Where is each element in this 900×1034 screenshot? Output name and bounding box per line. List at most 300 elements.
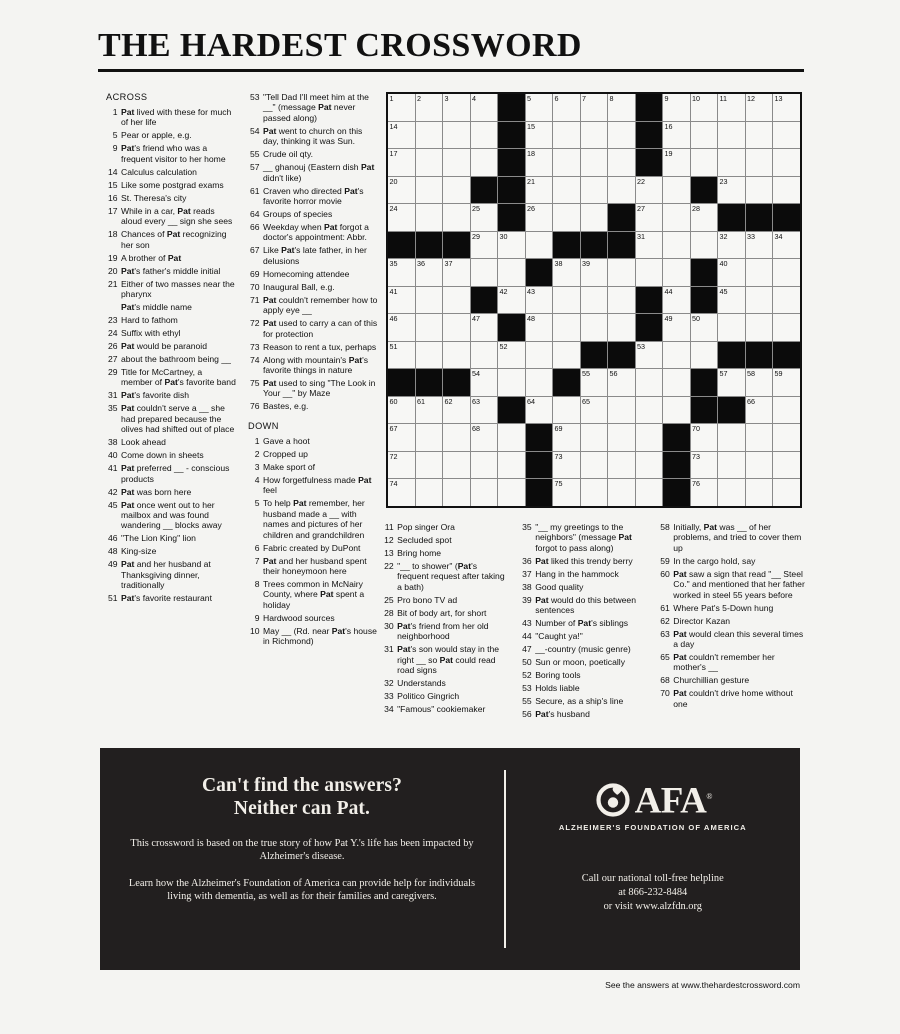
grid-cell[interactable] [636, 232, 663, 259]
ad-contact-panel [506, 748, 800, 970]
grid-cell[interactable] [471, 259, 498, 286]
clue-number: 5 [112, 130, 118, 141]
grid-cell[interactable] [388, 452, 415, 479]
grid-cell-number: 50 [692, 314, 700, 323]
grid-cell[interactable] [636, 369, 663, 396]
grid-cell[interactable] [388, 314, 415, 341]
grid-cell[interactable] [773, 232, 800, 259]
grid-cell[interactable] [581, 204, 608, 231]
grid-cell[interactable] [553, 424, 580, 451]
grid-block-cell [636, 149, 663, 176]
down-column-4 [520, 522, 648, 722]
grid-cell[interactable] [416, 397, 443, 424]
grid-cell[interactable] [636, 479, 663, 506]
clue-text: __-country (music genre) [535, 644, 631, 655]
clue-number: 7 [254, 555, 260, 566]
grid-cell[interactable] [416, 342, 443, 369]
grid-cell[interactable] [471, 204, 498, 231]
grid-cell[interactable] [416, 452, 443, 479]
clue-number: 37 [522, 568, 532, 579]
grid-cell[interactable] [416, 204, 443, 231]
grid-cell[interactable] [471, 314, 498, 341]
clue-text: Pat was born here [121, 486, 192, 497]
grid-cell[interactable] [608, 122, 635, 149]
grid-block-cell [581, 232, 608, 259]
ad-paragraph-1: This crossword is based on the true story of how Pat Y.'s life has been impacted by Alzheimer's disease. [130, 838, 474, 863]
grid-cell[interactable] [553, 149, 580, 176]
grid-cell[interactable] [443, 122, 470, 149]
clue-number: 70 [660, 688, 670, 699]
grid-cell[interactable] [718, 232, 745, 259]
grid-cell[interactable] [663, 177, 690, 204]
grid-cell[interactable] [388, 287, 415, 314]
grid-cell[interactable] [443, 177, 470, 204]
clue-text: Crude oil qty. [263, 149, 313, 160]
clue-number: 61 [660, 602, 670, 613]
grid-cell-number: 60 [389, 396, 398, 406]
clue-text: Pat couldn't remember her mother's __ [673, 652, 775, 673]
grid-cell[interactable] [416, 479, 443, 506]
clue-item [520, 709, 648, 719]
grid-cell[interactable] [581, 424, 608, 451]
grid-cell[interactable] [691, 122, 718, 149]
clue-text: Cropped up [263, 448, 308, 459]
clue-text: Pat once went out to her mailbox and was found wandering __ blocks away [121, 499, 222, 531]
clue-number: 12 [384, 535, 394, 545]
grid-cell[interactable] [608, 314, 635, 341]
clue-number: 38 [107, 437, 118, 448]
grid-cell[interactable] [691, 94, 718, 121]
grid-cell[interactable] [663, 314, 690, 341]
grid-cell[interactable] [388, 204, 415, 231]
grid-cell[interactable] [581, 452, 608, 479]
grid-cell[interactable] [718, 287, 745, 314]
grid-cell[interactable] [581, 122, 608, 149]
clue-number: 35 [522, 522, 532, 532]
clue-text: "Tell Dad I'll meet him at the __" (message Pat never passed along) [263, 92, 369, 123]
masthead [98, 28, 804, 72]
grid-cell[interactable] [773, 259, 800, 286]
grid-cell-number: 22 [637, 176, 645, 186]
grid-cell[interactable] [773, 177, 800, 204]
grid-cell[interactable] [416, 122, 443, 149]
grid-cell[interactable] [581, 479, 608, 506]
clue-item [248, 126, 378, 147]
grid-cell[interactable] [471, 369, 498, 396]
clue-text: May __ (Rd. near Pat's house in Richmond) [263, 625, 377, 647]
grid-cell[interactable] [773, 94, 800, 121]
grid-cell[interactable] [388, 94, 415, 121]
grid-cell-number: 23 [719, 176, 728, 186]
grid-cell[interactable] [443, 149, 470, 176]
clue-number: 31 [384, 644, 394, 655]
grid-cell[interactable] [443, 479, 470, 506]
clue-number: 27 [107, 354, 118, 365]
grid-cell[interactable] [471, 424, 498, 451]
grid-cell[interactable] [471, 149, 498, 176]
clue-item [520, 569, 648, 579]
down-column-5 [658, 522, 806, 722]
grid-cell[interactable] [718, 259, 745, 286]
clue-item [106, 487, 236, 497]
grid-cell[interactable] [498, 287, 525, 314]
clue-number: 6 [254, 542, 260, 553]
clue-text: Initially, Pat was __ of her problems, and tried to cover them up [673, 522, 802, 553]
grid-cell[interactable] [498, 369, 525, 396]
grid-cell[interactable] [498, 259, 525, 286]
grid-cell[interactable] [746, 122, 773, 149]
grid-cell-number: 67 [389, 424, 398, 433]
clue-number: 73 [249, 341, 260, 352]
grid-cell[interactable] [416, 314, 443, 341]
grid-cell[interactable] [636, 397, 663, 424]
grid-cell-number: 49 [664, 314, 673, 323]
clue-item [248, 475, 378, 496]
clue-text: Come down in sheets [121, 450, 204, 461]
grid-cell[interactable] [416, 287, 443, 314]
clue-text: Good quality [535, 581, 584, 592]
grid-cell[interactable] [388, 342, 415, 369]
clue-number: 28 [384, 607, 394, 618]
grid-cell[interactable] [608, 94, 635, 121]
clue-item [248, 282, 378, 292]
grid-cell[interactable] [443, 314, 470, 341]
grid-cell[interactable] [773, 479, 800, 506]
grid-cell[interactable] [553, 94, 580, 121]
grid-cell[interactable] [663, 259, 690, 286]
clue-number: 68 [660, 675, 670, 686]
grid-cell[interactable] [526, 314, 553, 341]
clue-text: Pat's husband [535, 709, 590, 720]
grid-cell[interactable] [388, 424, 415, 451]
grid-cell[interactable] [773, 452, 800, 479]
clue-text: "Famous" cookiemaker [397, 704, 486, 715]
grid-cell[interactable] [553, 342, 580, 369]
grid-cell[interactable] [718, 452, 745, 479]
grid-cell-number: 6 [554, 94, 559, 103]
grid-cell[interactable] [526, 369, 553, 396]
clue-number: 65 [660, 652, 670, 663]
grid-cell[interactable] [553, 287, 580, 314]
clue-item [248, 92, 378, 123]
grid-cell[interactable] [608, 424, 635, 451]
grid-cell[interactable] [773, 314, 800, 341]
grid-cell[interactable] [581, 287, 608, 314]
grid-cell[interactable] [471, 342, 498, 369]
grid-cell[interactable] [553, 259, 580, 286]
grid-cell[interactable] [553, 397, 580, 424]
grid-cell[interactable] [388, 122, 415, 149]
grid-cell[interactable] [691, 314, 718, 341]
grid-cell[interactable] [526, 397, 553, 424]
clue-text: Suffix with ethyl [121, 328, 181, 339]
clue-text: Craven who directed Pat's favorite horror movie [263, 185, 364, 207]
grid-block-cell [471, 177, 498, 204]
ad-headline-line1: Can't find the answers? [201, 775, 402, 796]
clue-item [520, 670, 648, 680]
grid-cell[interactable] [608, 369, 635, 396]
down-column-3 [382, 522, 510, 722]
grid-cell[interactable] [718, 122, 745, 149]
grid-cell-number: 19 [664, 149, 673, 158]
grid-cell[interactable] [443, 204, 470, 231]
grid-cell[interactable] [691, 232, 718, 259]
grid-cell[interactable] [718, 149, 745, 176]
grid-cell[interactable] [608, 452, 635, 479]
grid-cell[interactable] [663, 287, 690, 314]
clue-number: 26 [107, 341, 118, 352]
grid-cell[interactable] [443, 424, 470, 451]
grid-cell[interactable] [498, 232, 525, 259]
clue-number: 47 [522, 644, 532, 655]
grid-cell[interactable] [608, 287, 635, 314]
grid-cell[interactable] [636, 452, 663, 479]
grid-cell[interactable] [608, 177, 635, 204]
grid-cell[interactable] [553, 204, 580, 231]
grid-cell[interactable] [663, 232, 690, 259]
grid-cell[interactable] [773, 149, 800, 176]
grid-cell[interactable] [663, 204, 690, 231]
grid-cell[interactable] [526, 232, 553, 259]
grid-cell[interactable] [416, 424, 443, 451]
grid-block-cell [773, 204, 800, 231]
grid-cell[interactable] [526, 204, 553, 231]
grid-cell[interactable] [553, 122, 580, 149]
grid-cell[interactable] [636, 424, 663, 451]
grid-cell[interactable] [746, 479, 773, 506]
grid-cell[interactable] [526, 342, 553, 369]
clue-number: 21 [107, 278, 118, 289]
grid-cell[interactable] [746, 314, 773, 341]
grid-cell[interactable] [443, 452, 470, 479]
grid-cell[interactable] [636, 259, 663, 286]
grid-cell[interactable] [581, 149, 608, 176]
grid-cell-number: 1 [389, 94, 394, 103]
grid-cell[interactable] [498, 479, 525, 506]
clue-item [658, 675, 806, 685]
grid-cell[interactable] [718, 479, 745, 506]
grid-cell[interactable] [746, 424, 773, 451]
grid-cell[interactable] [746, 232, 773, 259]
grid-cell[interactable] [746, 149, 773, 176]
clue-number: 41 [107, 463, 118, 474]
grid-cell-number: 16 [664, 121, 673, 131]
grid-cell[interactable] [443, 94, 470, 121]
grid-cell-number: 25 [472, 204, 480, 213]
grid-cell[interactable] [553, 314, 580, 341]
grid-cell[interactable] [471, 232, 498, 259]
clue-text: Pat's son would stay in the right __ so Pat could read road signs [397, 644, 500, 676]
clue-item [382, 678, 510, 688]
grid-cell[interactable] [663, 369, 690, 396]
clue-text: Pat couldn't serve a __ she had prepared because the olives had shifted out of place [121, 403, 235, 435]
clue-number: 64 [249, 209, 260, 220]
clue-number: 33 [384, 691, 394, 702]
clue-number: 56 [522, 709, 532, 720]
clue-item [106, 450, 236, 460]
grid-block-cell [691, 287, 718, 314]
clue-number: 29 [107, 367, 118, 378]
grid-cell[interactable] [498, 452, 525, 479]
grid-cell[interactable] [388, 149, 415, 176]
grid-cell-number: 61 [417, 396, 425, 406]
grid-cell[interactable] [443, 397, 470, 424]
grid-cell[interactable] [718, 94, 745, 121]
grid-cell[interactable] [608, 479, 635, 506]
grid-cell[interactable] [416, 94, 443, 121]
grid-cell-number: 43 [527, 286, 535, 296]
grid-cell-number: 11 [719, 94, 727, 103]
clue-number: 31 [107, 390, 118, 401]
grid-cell[interactable] [663, 342, 690, 369]
grid-cell[interactable] [663, 149, 690, 176]
clue-number: 20 [107, 265, 118, 276]
grid-cell[interactable] [691, 149, 718, 176]
grid-cell[interactable] [581, 177, 608, 204]
clue-number: 3 [254, 461, 260, 472]
clue-number: 15 [107, 179, 118, 190]
grid-cell[interactable] [471, 452, 498, 479]
grid-cell-number: 7 [582, 94, 586, 103]
grid-cell[interactable] [691, 424, 718, 451]
clue-number: 44 [522, 631, 532, 642]
clue-number: 53 [522, 683, 532, 694]
grid-cell[interactable] [746, 369, 773, 396]
clue-text: King-size [121, 546, 157, 557]
answers-footer[interactable]: See the answers at www.thehardestcrossword.com [605, 980, 800, 990]
clue-number: 74 [249, 354, 260, 365]
grid-cell[interactable] [608, 259, 635, 286]
clue-number: 48 [107, 546, 118, 557]
grid-cell[interactable] [773, 424, 800, 451]
contact-website[interactable]: or visit www.alzfdn.org [603, 901, 702, 913]
grid-cell[interactable] [388, 479, 415, 506]
clue-item [106, 437, 236, 447]
clue-text: Pat would clean this several times a day [673, 628, 804, 650]
grid-cell[interactable] [718, 314, 745, 341]
ad-paragraph-2: Learn how the Alzheimer's Foundation of America can provide help for individuals living with dementia, as well as for their families and caregivers. [128, 877, 476, 903]
clue-item [248, 162, 378, 183]
grid-cell[interactable] [746, 397, 773, 424]
grid-cell[interactable] [581, 314, 608, 341]
grid-cell-number: 35 [389, 259, 398, 268]
grid-block-cell [746, 342, 773, 369]
grid-cell[interactable] [526, 177, 553, 204]
grid-cell[interactable] [471, 397, 498, 424]
clue-number: 51 [107, 593, 118, 604]
grid-cell[interactable] [746, 287, 773, 314]
grid-cell[interactable] [553, 177, 580, 204]
grid-cell-number: 54 [472, 369, 480, 378]
grid-cell[interactable] [471, 479, 498, 506]
grid-cell-number: 47 [472, 314, 480, 323]
grid-cell[interactable] [746, 177, 773, 204]
crossword-grid[interactable] [386, 92, 802, 508]
grid-cell[interactable] [581, 94, 608, 121]
grid-cell[interactable] [746, 259, 773, 286]
grid-cell[interactable] [581, 369, 608, 396]
grid-cell[interactable] [691, 452, 718, 479]
grid-cell[interactable] [498, 424, 525, 451]
grid-cell-number: 42 [499, 286, 508, 296]
grid-cell[interactable] [498, 342, 525, 369]
clue-number: 59 [660, 555, 670, 566]
grid-cell[interactable] [718, 177, 745, 204]
clue-item [106, 130, 236, 140]
grid-cell-number: 64 [527, 396, 535, 406]
grid-cell[interactable] [746, 94, 773, 121]
clue-text: Pat couldn't drive home without one [673, 688, 793, 709]
grid-cell[interactable] [581, 397, 608, 424]
grid-cell[interactable] [526, 149, 553, 176]
clue-text: Pat saw a sign that read "__ Steel Co." and mentioned that her father worked in steel 55 years before [673, 568, 805, 600]
grid-cell[interactable] [388, 397, 415, 424]
grid-cell-number: 40 [719, 259, 728, 268]
grid-cell-number: 32 [719, 231, 728, 241]
grid-cell[interactable] [416, 149, 443, 176]
clue-item [658, 652, 806, 673]
clue-item [520, 683, 648, 693]
grid-cell[interactable] [608, 149, 635, 176]
grid-cell[interactable] [526, 122, 553, 149]
grid-cell[interactable] [636, 177, 663, 204]
grid-cell[interactable] [443, 342, 470, 369]
grid-cell[interactable] [663, 397, 690, 424]
grid-cell[interactable] [443, 287, 470, 314]
grid-cell[interactable] [746, 452, 773, 479]
grid-cell[interactable] [636, 342, 663, 369]
grid-cell[interactable] [526, 94, 553, 121]
grid-cell[interactable] [443, 259, 470, 286]
grid-cell[interactable] [773, 287, 800, 314]
grid-cell[interactable] [553, 479, 580, 506]
grid-cell-number: 66 [747, 396, 755, 406]
clue-item [520, 595, 648, 616]
clue-text: Pro bono TV ad [397, 594, 458, 605]
grid-cell[interactable] [581, 259, 608, 286]
grid-cell[interactable] [388, 259, 415, 286]
grid-cell[interactable] [416, 259, 443, 286]
grid-cell[interactable] [663, 122, 690, 149]
grid-cell[interactable] [718, 369, 745, 396]
grid-cell[interactable] [773, 369, 800, 396]
grid-cell[interactable] [471, 122, 498, 149]
clue-number: 49 [107, 559, 118, 570]
clue-item [248, 186, 378, 207]
grid-cell[interactable] [691, 479, 718, 506]
clue-number: 45 [107, 499, 118, 510]
grid-cell[interactable] [416, 177, 443, 204]
grid-block-cell [388, 369, 415, 396]
grid-cell[interactable] [773, 397, 800, 424]
grid-cell[interactable] [663, 94, 690, 121]
clue-text: Bring home [397, 548, 442, 558]
grid-cell[interactable] [608, 397, 635, 424]
grid-cell-number: 14 [389, 121, 398, 131]
grid-cell[interactable] [553, 452, 580, 479]
grid-cell[interactable] [526, 287, 553, 314]
grid-cell[interactable] [636, 204, 663, 231]
grid-cell[interactable] [471, 94, 498, 121]
clue-number: 9 [254, 612, 260, 623]
grid-cell[interactable] [691, 204, 718, 231]
clue-item [520, 556, 648, 566]
contact-phone[interactable]: at 866-232-8484 [618, 887, 688, 899]
grid-cell[interactable] [691, 342, 718, 369]
grid-cell[interactable] [388, 177, 415, 204]
grid-cell[interactable] [773, 122, 800, 149]
grid-cell[interactable] [718, 424, 745, 451]
